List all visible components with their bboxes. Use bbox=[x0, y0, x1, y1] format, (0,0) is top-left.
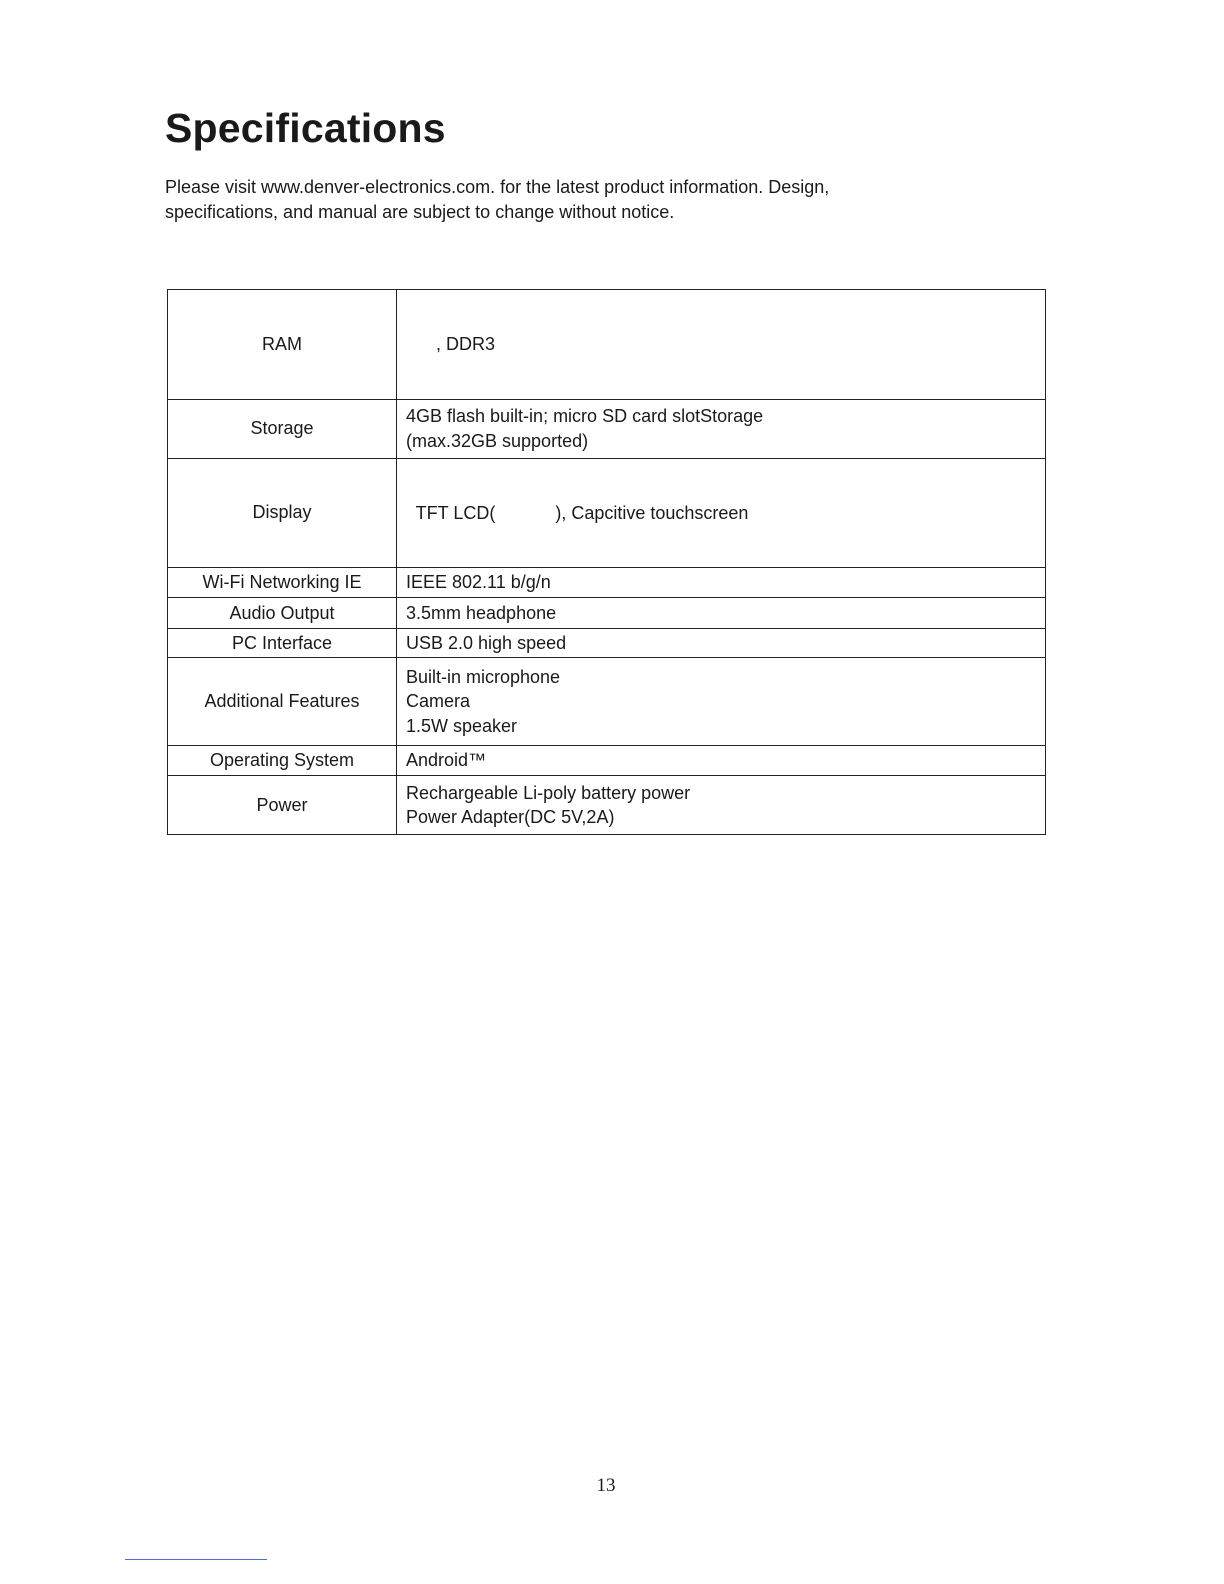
spec-value-storage bbox=[397, 399, 1046, 458]
spec-value-line: TFT LCD( ), Capcitive touchscreen bbox=[406, 502, 749, 523]
spec-value-line: 1.5W speaker bbox=[406, 715, 518, 736]
table-row bbox=[168, 290, 1046, 400]
spec-label-operating-system: Operating System bbox=[168, 746, 397, 776]
spec-value-line: Camera bbox=[406, 691, 471, 712]
table-row bbox=[168, 629, 1046, 658]
spec-value-line: Power Adapter(DC 5V,2A) bbox=[406, 807, 615, 827]
spec-label-additional-features: Additional Features bbox=[168, 658, 397, 746]
footnote-divider bbox=[125, 1559, 267, 1560]
spec-label-ram: RAM bbox=[168, 290, 397, 400]
table-row bbox=[168, 598, 1046, 629]
spec-label-audio-output: Audio Output bbox=[168, 598, 397, 629]
spec-value-additional-features bbox=[397, 658, 1046, 746]
spec-label-storage: Storage bbox=[168, 399, 397, 458]
spec-value-pc-interface bbox=[397, 629, 1046, 658]
spec-label-pc-interface: PC Interface bbox=[168, 629, 397, 658]
spec-value-wifi bbox=[397, 568, 1046, 598]
page-title: Specifications bbox=[165, 105, 446, 151]
spec-value-line: USB 2.0 high speed bbox=[406, 632, 567, 653]
spec-value-line: (max.32GB supported) bbox=[406, 430, 589, 451]
spec-value-power bbox=[397, 776, 1046, 835]
table-row bbox=[168, 746, 1046, 776]
spec-value-line: IEEE 802.11 b/g/n bbox=[406, 572, 551, 593]
intro-text bbox=[165, 175, 925, 224]
spec-value-line: Built-in microphone bbox=[406, 666, 561, 687]
spec-value-operating-system bbox=[397, 746, 1046, 776]
spec-value-line: Android™ bbox=[406, 750, 487, 771]
intro-line: specifications, and manual are subject to change without notice. bbox=[165, 201, 675, 222]
spec-value-line: 4GB flash built-in; micro SD card slotStorage bbox=[406, 406, 764, 426]
table-row bbox=[168, 658, 1046, 746]
spec-value-line: 3.5mm headphone bbox=[406, 602, 557, 623]
spec-value-ram bbox=[397, 290, 1046, 400]
page-number: 13 bbox=[596, 1475, 616, 1496]
table-row bbox=[168, 399, 1046, 458]
spec-value-display bbox=[397, 458, 1046, 568]
table-row bbox=[168, 776, 1046, 835]
specifications-table bbox=[167, 289, 1046, 835]
spec-label-display: Display bbox=[168, 458, 397, 568]
spec-value-line: Rechargeable Li-poly battery power bbox=[406, 782, 691, 803]
spec-value-line: , DDR3 bbox=[406, 334, 496, 354]
spec-value-audio-output bbox=[397, 598, 1046, 629]
table-row bbox=[168, 458, 1046, 568]
spec-label-power: Power bbox=[168, 776, 397, 835]
spec-label-wifi: Wi-Fi Networking IE bbox=[168, 568, 397, 598]
intro-line: Please visit www.denver-electronics.com. for the latest product information. Design, bbox=[165, 177, 830, 197]
table-row bbox=[168, 568, 1046, 598]
